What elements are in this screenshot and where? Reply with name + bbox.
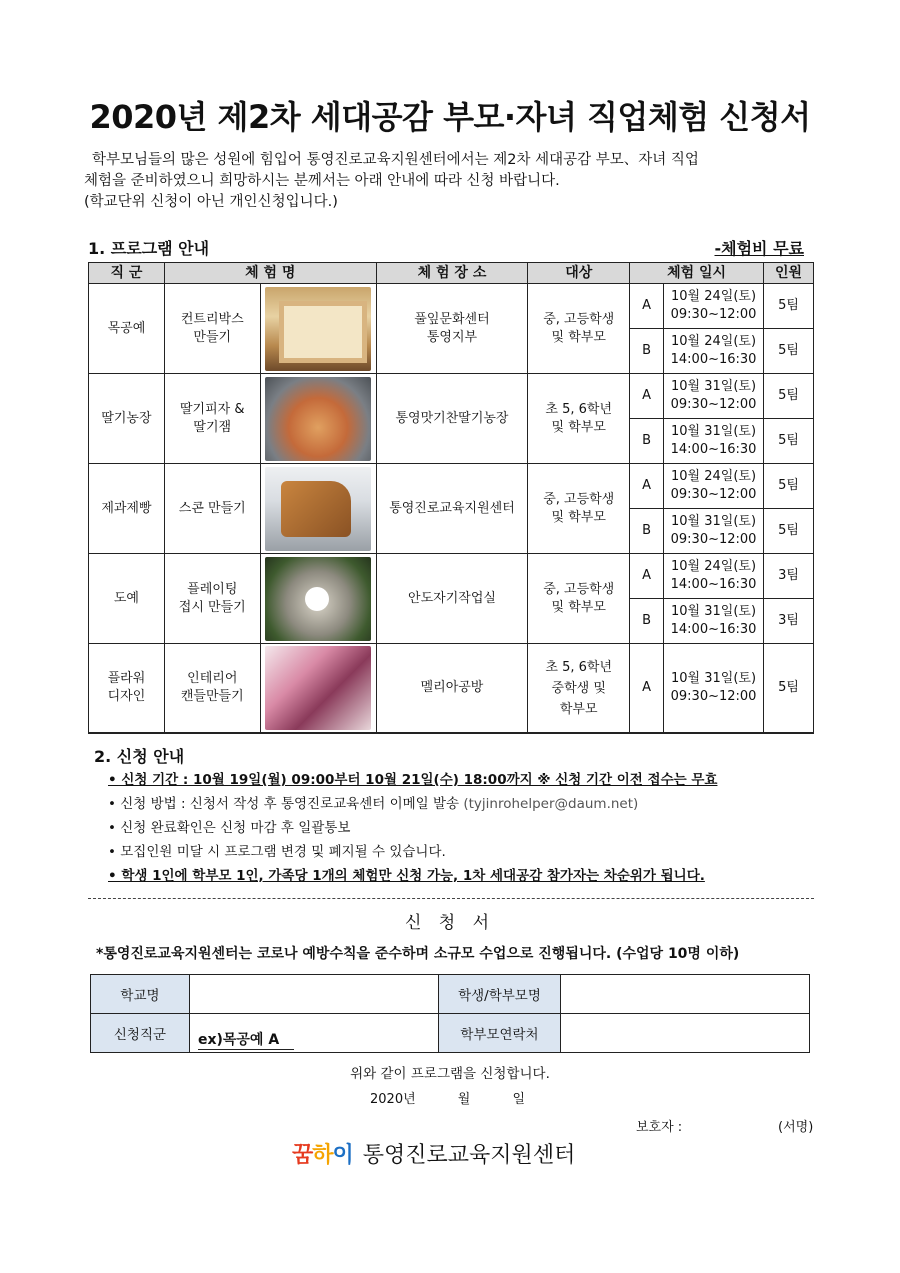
- org-name: 통영진로교육지원센터: [362, 1143, 576, 1168]
- target-line: 및 학부모: [551, 329, 606, 345]
- cell-slot-count: 3팀: [764, 554, 814, 599]
- cell-slot-datetime: [664, 599, 764, 644]
- field-line: 디자인: [107, 689, 146, 704]
- page-title: 2020년 제2차 세대공감 부모·자녀 직업체험 신청서: [89, 98, 811, 136]
- program-table: [88, 262, 814, 734]
- slot-time: 14:00~16:30: [670, 442, 757, 457]
- target-line: 및 학부모: [551, 419, 606, 435]
- logo-char: 꿈: [292, 1143, 313, 1168]
- wooden-box-photo: [265, 287, 371, 371]
- bottom-rule-cell: [89, 733, 814, 734]
- cell-place: [376, 374, 528, 464]
- cell-place: [376, 644, 528, 734]
- slot-time: 14:00~16:30: [670, 622, 757, 637]
- place-line: 안도자기작업실: [408, 590, 496, 606]
- slot-date: 10월 31일(토): [671, 514, 757, 529]
- flower-candle-photo: [265, 646, 371, 730]
- date-year: 2020년: [370, 1092, 416, 1107]
- target-line: 중학생 및: [551, 680, 606, 696]
- cell-slot-datetime: [664, 644, 764, 734]
- slot-time: 09:30~12:00: [670, 397, 757, 412]
- target-line: 및 학부모: [551, 509, 606, 525]
- cell-name: [164, 554, 260, 644]
- cell-slot-count: 5팀: [764, 644, 814, 734]
- cell-slot-datetime: [664, 419, 764, 464]
- signature-label: (서명): [778, 1120, 814, 1135]
- date-month: 월: [457, 1092, 471, 1107]
- name-line: 스콘 만들기: [178, 500, 246, 516]
- footer: [292, 1138, 575, 1169]
- header-name: 체 험 명: [164, 263, 376, 284]
- cell-target: [528, 374, 630, 464]
- cell-slot-code: A: [630, 554, 664, 599]
- cell-photo: [260, 284, 376, 374]
- student-label: 학생/학부모명: [438, 975, 560, 1014]
- cell-name: [164, 374, 260, 464]
- rule-change: • 모집인원 미달 시 프로그램 변경 및 폐지될 수 있습니다.: [108, 844, 446, 860]
- contact-input[interactable]: [560, 1014, 809, 1053]
- cell-slot-datetime: [664, 464, 764, 509]
- cut-line: [88, 898, 814, 899]
- slot-date: 10월 24일(토): [671, 469, 757, 484]
- table-row: [89, 464, 814, 509]
- date-day: 일: [512, 1092, 526, 1107]
- cell-target: [528, 644, 630, 734]
- cell-slot-code: B: [630, 509, 664, 554]
- intro-line: (학교단위 신청이 아닌 개인신청입니다.): [84, 194, 338, 210]
- form-title: 신 청 서: [404, 913, 496, 933]
- field-example: ex)목공예 A: [198, 1029, 294, 1050]
- cell-field: 목공예: [89, 284, 165, 374]
- place-line: 멜리아공방: [420, 680, 484, 695]
- strawberry-pizza-photo: [265, 377, 371, 461]
- cell-name: [164, 284, 260, 374]
- rule-notify: • 신청 완료확인은 신청 마감 후 일괄통보: [108, 820, 351, 836]
- email-address: (tyjinrohelper@daum.net): [463, 796, 639, 812]
- contact-label: 학부모연락처: [438, 1014, 560, 1053]
- cell-name: [164, 644, 260, 734]
- target-line: 및 학부모: [551, 599, 606, 615]
- cell-target: [528, 464, 630, 554]
- cell-slot-code: A: [630, 374, 664, 419]
- slot-time: 14:00~16:30: [670, 352, 757, 367]
- cell-place: [376, 554, 528, 644]
- slot-date: 10월 24일(토): [671, 289, 757, 304]
- name-line: 컨트리박스: [180, 311, 244, 327]
- cell-photo: [260, 464, 376, 554]
- place-line: 통영맛기찬딸기농장: [395, 410, 509, 426]
- cell-place: [376, 284, 528, 374]
- student-input[interactable]: [560, 975, 809, 1014]
- logo-char: 이: [332, 1143, 353, 1168]
- field-line: 플라워: [107, 671, 146, 686]
- cell-slot-count: 3팀: [764, 599, 814, 644]
- slot-date: 10월 24일(토): [671, 334, 757, 349]
- slot-date: 10월 31일(토): [671, 671, 757, 686]
- target-line: 학부모: [559, 701, 598, 717]
- slot-time: 14:00~16:30: [670, 577, 757, 592]
- cell-slot-datetime: [664, 284, 764, 329]
- cell-slot-count: 5팀: [764, 374, 814, 419]
- place-line: 풀잎문화센터: [414, 311, 490, 327]
- header-count: 인원: [764, 263, 814, 284]
- cell-photo: [260, 644, 376, 734]
- name-line: 플레이팅: [187, 581, 238, 597]
- cell-slot-datetime: [664, 509, 764, 554]
- rule-method-text: • 신청 방법 : 신청서 작성 후 통영진로교육센터 이메일 발송: [108, 796, 460, 812]
- section-program: [88, 236, 808, 259]
- slot-time: 09:30~12:00: [670, 532, 757, 547]
- target-line: 초 5, 6학년: [545, 401, 613, 417]
- name-line: 딸기피자 &: [180, 401, 245, 417]
- table-header-row: [89, 263, 814, 284]
- place-line: 통영진로교육지원센터: [389, 500, 515, 516]
- application-form: [90, 974, 810, 1053]
- fee-note: -체험비 무료: [714, 239, 804, 258]
- confirm-text: 위와 같이 프로그램을 신청합니다.: [350, 1066, 550, 1082]
- section-apply-title: 2. 신청 안내: [94, 747, 185, 766]
- header-place: 체 험 장 소: [376, 263, 528, 284]
- date-line: [370, 1088, 563, 1107]
- cell-slot-datetime: [664, 554, 764, 599]
- school-input[interactable]: [189, 975, 438, 1014]
- name-line: 캔들만들기: [180, 689, 244, 704]
- cell-place: [376, 464, 528, 554]
- cell-target: [528, 554, 630, 644]
- form-row: [91, 975, 810, 1014]
- slot-time: 09:30~12:00: [670, 487, 757, 502]
- name-line: 인테리어: [187, 671, 238, 686]
- cell-slot-code: A: [630, 284, 664, 329]
- logo-char: 하: [312, 1143, 333, 1168]
- name-line: 만들기: [193, 329, 232, 345]
- cell-photo: [260, 374, 376, 464]
- cell-slot-code: B: [630, 419, 664, 464]
- form-row: [91, 1014, 810, 1053]
- name-line: 딸기잼: [193, 419, 232, 435]
- slot-date: 10월 31일(토): [671, 424, 757, 439]
- slot-date: 10월 31일(토): [671, 379, 757, 394]
- cell-target: [528, 284, 630, 374]
- rule-period: • 신청 기간 : 10월 19일(월) 09:00부터 10월 21일(수) 18:00까지 ※ 신청 기간 이전 접수는 무효: [108, 772, 718, 788]
- table-bottom-rule: [89, 733, 814, 734]
- section-title: 1. 프로그램 안내: [88, 239, 210, 258]
- cell-photo: [260, 554, 376, 644]
- guardian-label: 보호자 :: [636, 1120, 683, 1135]
- cell-slot-count: 5팀: [764, 509, 814, 554]
- table-row: [89, 284, 814, 329]
- header-target: 대상: [528, 263, 630, 284]
- cell-field: 도예: [89, 554, 165, 644]
- intro-line: 학부모님들의 많은 성원에 힘입어 통영진로교육지원센터에서는 제2차 세대공감 부모、자녀 직업: [92, 152, 699, 168]
- header-datetime: 체험 일시: [630, 263, 764, 284]
- cell-slot-code: A: [630, 464, 664, 509]
- cell-field: [89, 644, 165, 734]
- slot-date: 10월 31일(토): [671, 604, 757, 619]
- name-line: 접시 만들기: [178, 599, 246, 615]
- header-field: 직 군: [89, 263, 165, 284]
- cell-slot-code: B: [630, 599, 664, 644]
- slot-time: 09:30~12:00: [670, 307, 757, 322]
- place-line: 통영지부: [426, 329, 478, 345]
- field-label: 신청직군: [91, 1014, 190, 1053]
- cell-slot-datetime: [664, 329, 764, 374]
- apply-rules: [108, 768, 818, 888]
- cell-slot-count: 5팀: [764, 464, 814, 509]
- rule-method: [108, 792, 818, 816]
- intro-line: 체험을 준비하였으니 희망하시는 분께서는 아래 안내에 따라 신청 바랍니다.: [84, 173, 560, 189]
- cell-slot-code: A: [630, 644, 664, 734]
- rule-limit: • 학생 1인에 학부모 1인, 가족당 1개의 체험만 신청 가능, 1차 세대공감 참가자는 차순위가 됩니다.: [108, 868, 705, 884]
- intro-text: [84, 150, 814, 213]
- target-line: 중, 고등학생: [543, 491, 615, 507]
- target-line: 중, 고등학생: [543, 581, 615, 597]
- cell-slot-count: 5팀: [764, 419, 814, 464]
- scone-photo: [265, 467, 371, 551]
- cell-slot-code: B: [630, 329, 664, 374]
- slot-date: 10월 24일(토): [671, 559, 757, 574]
- school-label: 학교명: [91, 975, 190, 1014]
- cell-slot-count: 5팀: [764, 329, 814, 374]
- cell-name: [164, 464, 260, 554]
- cell-field: 딸기농장: [89, 374, 165, 464]
- cell-slot-count: 5팀: [764, 284, 814, 329]
- kkumhai-logo: [292, 1138, 353, 1169]
- field-input[interactable]: [189, 1014, 438, 1053]
- table-row: [89, 644, 814, 734]
- covid-notice: *통영진로교육지원센터는 코로나 예방수칙을 준수하며 소규모 수업으로 진행됩니다. (수업당 10명 이하): [96, 946, 740, 962]
- table-row: [89, 374, 814, 419]
- ceramic-plate-photo: [265, 557, 371, 641]
- target-line: 중, 고등학생: [543, 311, 615, 327]
- slot-time: 09:30~12:00: [670, 689, 757, 704]
- target-line: 초 5, 6학년: [545, 659, 613, 675]
- table-row: [89, 554, 814, 599]
- cell-slot-datetime: [664, 374, 764, 419]
- cell-field: 제과제빵: [89, 464, 165, 554]
